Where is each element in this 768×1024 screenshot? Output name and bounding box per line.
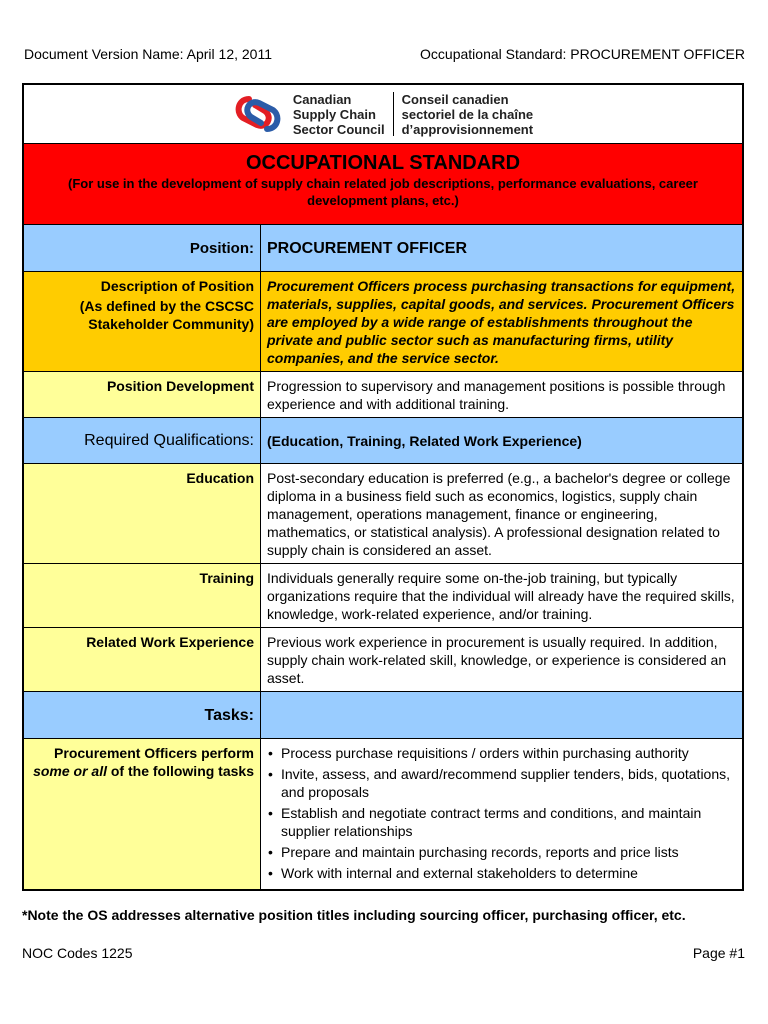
tasks-intro: Procurement Officers perform some or all of the following tasks [24,739,261,889]
tasks-list-cell [261,739,742,889]
document-version: Document Version Name: April 12, 2011 [24,46,272,62]
tasks-list [267,744,736,882]
banner-row [24,143,742,224]
education-row [24,463,742,563]
task-item: • Prepare and maintain purchasing records, reports and price lists [267,843,736,861]
occupational-standard-header: Occupational Standard: PROCUREMENT OFFICER [420,46,745,62]
description-value: Procurement Officers process purchasing transactions for equipment, materials, supplies, capital goods, and services. Procurement Officers are employed by a wide range of establishments throughout the private and public sector such as manufacturing firms, utility companies, and the service sector. [261,272,742,371]
standard-table [22,83,744,891]
task-item: • Establish and negotiate contract terms and conditions, and maintain supplier relationships [267,804,736,840]
banner-title: OCCUPATIONAL STANDARD [245,152,521,174]
task-item: • Work with internal and external stakeholders to determine [267,864,736,882]
experience-value: Previous work experience in procurement is usually required. In addition, supply chain work-related skill, knowledge, or experience is considered an asset. [261,628,742,691]
footnote: *Note the OS addresses alternative position titles including sourcing officer, purchasing officer, etc. [22,907,686,923]
qualifications-label: Required Qualifications: [24,418,261,463]
tasks-label: Tasks: [24,692,261,738]
development-row [24,371,742,417]
training-value: Individuals generally require some on-the-job training, but typically organizations require that the individual will already have the required skills, knowledge, work-related experience, and/or training. [261,564,742,627]
logo-divider [393,92,394,136]
experience-row [24,627,742,691]
cscsc-logo-icon [233,91,283,137]
logo-row [24,85,742,143]
education-label: Education [24,464,261,563]
development-label: Position Development [24,372,261,417]
tasks-header-empty [261,692,742,738]
training-row [24,563,742,627]
task-item: • Invite, assess, and award/recommend supplier tenders, bids, quotations, and proposals [267,765,736,801]
cscsc-logo [233,91,533,137]
logo-french-text: Conseil canadien sectoriel de la chaîne d’approvisionnement [401,91,534,137]
tasks-header-row [24,691,742,738]
training-label: Training [24,564,261,627]
page-number: Page #1 [692,945,745,961]
description-label: Description of Position (As defined by the CSCSC Stakeholder Community) [24,272,261,371]
position-row [24,224,742,271]
development-value: Progression to supervisory and management positions is possible through experience and with additional training. [261,372,742,417]
position-value: PROCUREMENT OFFICER [261,225,742,271]
tasks-row [24,738,742,889]
qualifications-value: (Education, Training, Related Work Experience) [261,418,742,463]
experience-label: Related Work Experience [24,628,261,691]
education-value: Post-secondary education is preferred (e.g., a bachelor's degree or college diploma in a business field such as economics, logistics, supply chain management, operations management, finance or engineering, mathematics, or statistical analysis). A professional designation related to supply chain is considered an asset. [261,464,742,563]
description-row [24,271,742,371]
qualifications-row [24,417,742,463]
noc-codes: NOC Codes 1225 [22,945,133,961]
banner-subtitle: (For use in the development of supply chain related job descriptions, performance evaluations, career development plans, etc.) [68,176,698,208]
logo-english-text: Canadian Supply Chain Sector Council [292,91,385,137]
position-label: Position: [24,225,261,271]
task-item: • Process purchase requisitions / orders within purchasing authority [267,744,736,762]
